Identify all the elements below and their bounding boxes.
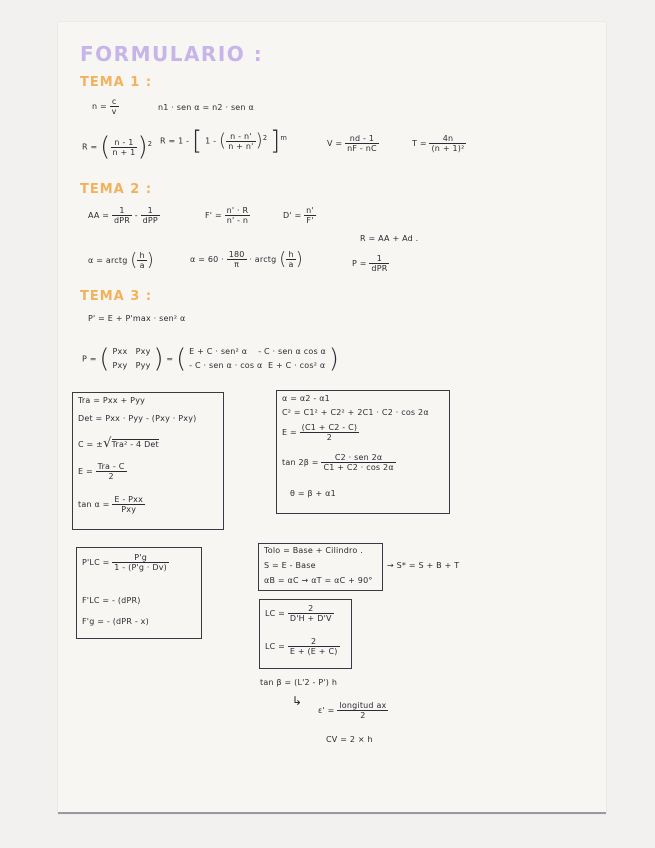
formula-alpha-diff: α = α2 - α1 — [282, 394, 330, 403]
formula-e-box2: E = $\frac{(C1 + C2 - C)}{2}$ — [282, 423, 358, 442]
formula-P-prime: P' = E + P'max · sen² α — [88, 314, 186, 323]
formula-p-lc: P'LC = $\frac{P'g}{1 - (P'g \cdot Dv)}$ — [82, 553, 167, 572]
page-title: FORMULARIO : — [80, 42, 264, 66]
formula-e: E = $\frac{\text{Tra - C}}{2}$ — [78, 462, 125, 481]
formula-lc1: LC = $\frac{2}{D'H + D'V}$ — [265, 604, 332, 623]
tema3-heading: TEMA 3 : — [80, 289, 153, 304]
formula-R-sum: R = AA + Ad . — [360, 234, 419, 243]
formula-tolo: Tolo = Base + Cilindro . — [264, 546, 363, 555]
formula-R1: R = ( $\frac{n - 1}{n + 1}$ )$^2$ — [82, 132, 153, 162]
formula-cv: CV = 2 × h — [326, 735, 373, 744]
formula-f-g: F'g = - (dPR - x) — [82, 617, 149, 626]
formula-P-dpr: P = $\frac{1}{\text{dPR}}$ — [352, 254, 388, 273]
formula-c: C = ±√Tra² - 4 Det — [78, 436, 159, 451]
formula-epsilon: ε' = $\frac{\text{longitud ax}}{2}$ — [318, 701, 387, 720]
formula-tan-beta: tan β = (L'2 - P') h — [260, 678, 338, 687]
tema1-heading: TEMA 1 : — [80, 75, 153, 90]
formula-theta: θ = β + α1 — [290, 489, 336, 498]
tema2-heading: TEMA 2 : — [80, 182, 153, 197]
formula-D: D' = $\frac{n'}{F'}$ — [283, 206, 314, 225]
formula-R2: R = 1 - [ 1 - ( $\frac{n - n'}{n + n'}$ )$^2$ ]$^m$ — [160, 126, 288, 156]
formula-alpha-arctg: α = arctg ( $\frac{h}{a}$ ) — [88, 249, 154, 271]
formula-tan-alpha: tan α = $\frac{\text{E - Pxx}}{\text{Pxy}}$ — [78, 495, 144, 514]
formula-s: S = E - Base — [264, 561, 316, 570]
formula-tra: Tra = Pxx + Pyy — [78, 396, 146, 405]
formula-c-squared: C² = C1² + C2² + 2C1 · C2 · cos 2α — [282, 408, 429, 417]
formula-V: V = $\frac{nd - 1}{nF - nC}$ — [327, 134, 377, 153]
formula-F: F' = $\frac{n' \cdot R}{n' - n}$ — [205, 206, 249, 225]
formula-alpha-60: α = 60 · $\frac{180}{\pi}$ · arctg ( $\frac{h}{a}$ ) — [190, 248, 303, 270]
formula-AA: AA = $\frac{1}{\text{dPR}}$ - $\frac{1}{\text{dPP}}$ — [88, 206, 158, 225]
formula-snell: n1 · sen α = n2 · sen α — [158, 103, 254, 112]
formula-f-lc: F'LC = - (dPR) — [82, 596, 141, 605]
formula-tan-2beta: tan 2β = $\frac{\text{C2 · sen 2α}}{C1 + C2 \cdot \cos 2\alpha}$ — [282, 453, 394, 472]
formula-s-star: → S* = S + B + T — [387, 561, 460, 570]
formula-alpha-b: αB = αC → αT = αC + 90° — [264, 576, 373, 585]
formula-lc2: LC = $\frac{2}{E + (E + C)}$ — [265, 637, 338, 656]
arrow-down-right-icon: ↳ — [292, 694, 303, 708]
formula-det: Det = Pxx · Pyy - (Pxy · Pxy) — [78, 414, 197, 423]
formula-T: T = $\frac{4n}{\text{(n + 1)²}}$ — [412, 134, 465, 153]
formula-n: n = $\frac{c}{v}$ — [92, 97, 117, 116]
page-bottom-edge — [58, 812, 606, 814]
formula-P-matrix: P = ( Pxx Pxy Pxy Pyy ) = ( E + C · sen² α - C · sen α cos α - C · sen α · cos α E + C · cos² α ) — [82, 344, 340, 374]
